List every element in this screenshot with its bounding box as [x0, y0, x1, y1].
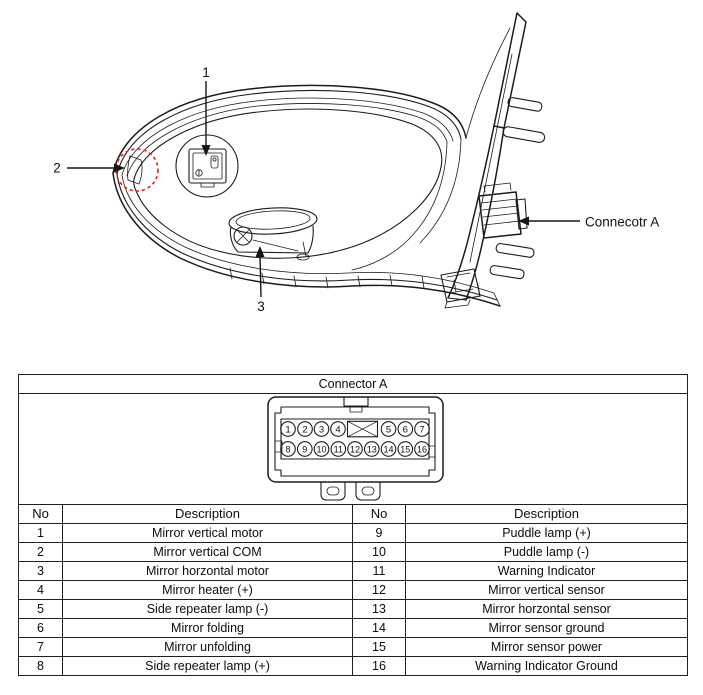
mount-bracket-drawing	[441, 13, 545, 308]
connector-pin-table	[18, 374, 688, 676]
pin-description-cell: Mirror horzontal sensor	[406, 600, 688, 619]
pin-description-cell: Mirror heater (+)	[63, 581, 353, 600]
pin-row	[19, 657, 688, 676]
pin-number-cell: 7	[19, 638, 63, 657]
callout-2-label: 2	[53, 160, 61, 176]
pin-number: 7	[419, 424, 425, 436]
pin-row	[19, 600, 688, 619]
pin-description-cell: Mirror sensor power	[406, 638, 688, 657]
pin-description-cell: Mirror folding	[63, 619, 353, 638]
pin-description-cell: Mirror vertical sensor	[406, 581, 688, 600]
col-header-no: No	[353, 505, 406, 524]
pin-number-cell: 2	[19, 543, 63, 562]
callout-3-arrow	[260, 255, 261, 297]
pin-description-cell: Warning Indicator Ground	[406, 657, 688, 676]
pin-number: 9	[302, 444, 308, 455]
pin-description-cell: Side repeater lamp (+)	[63, 657, 353, 676]
pinout-top-row	[281, 422, 430, 437]
pin-number-cell: 14	[353, 619, 406, 638]
pinout-bottom-row	[281, 442, 430, 457]
pin-number: 8	[285, 444, 291, 455]
pin-number: 4	[335, 424, 341, 436]
pin-number: 3	[318, 424, 325, 436]
mirror-housing-drawing	[113, 85, 500, 306]
callout-3-label: 3	[257, 299, 265, 314]
pin-number-cell: 10	[353, 543, 406, 562]
col-header-no: No	[19, 505, 63, 524]
mirror-actuator-drawing	[176, 135, 238, 197]
pin-description-cell: Mirror vertical motor	[63, 524, 353, 543]
pin-number-cell: 6	[19, 619, 63, 638]
pin-row	[19, 619, 688, 638]
pin-number: 13	[366, 444, 377, 455]
pin-description-cell: Side repeater lamp (-)	[63, 600, 353, 619]
pin-row	[19, 581, 688, 600]
pin-number: 5	[385, 424, 392, 436]
pin-description-cell: Mirror unfolding	[63, 638, 353, 657]
pin-row	[19, 543, 688, 562]
table-title: Connector A	[19, 375, 688, 394]
pin-number: 16	[416, 444, 428, 455]
pin-description-cell: Mirror sensor ground	[406, 619, 688, 638]
pin-number-cell: 9	[353, 524, 406, 543]
connector-a-drawing	[479, 183, 527, 238]
pin-row	[19, 638, 688, 657]
table-header-row	[19, 505, 688, 524]
pin-description-cell: Mirror vertical COM	[63, 543, 353, 562]
pin-row	[19, 524, 688, 543]
pin-description-cell: Mirror horzontal motor	[63, 562, 353, 581]
pin-number-cell: 12	[353, 581, 406, 600]
pin-number-cell: 1	[19, 524, 63, 543]
pin-number-cell: 16	[353, 657, 406, 676]
callout-1-label: 1	[202, 65, 210, 80]
pin-number-cell: 11	[353, 562, 406, 581]
pin-number: 14	[383, 444, 394, 455]
pin-number: 11	[333, 444, 343, 455]
callout-3-arrowhead-icon	[256, 246, 265, 257]
callout-1-arrowhead-icon	[202, 145, 211, 156]
pin-description-cell: Warning Indicator	[406, 562, 688, 581]
puddle-lamp-drawing	[228, 206, 317, 260]
connector-pinout-drawing	[19, 394, 686, 504]
pin-number-cell: 5	[19, 600, 63, 619]
pin-number-cell: 13	[353, 600, 406, 619]
pin-number: 2	[302, 424, 308, 436]
pin-description-cell: Puddle lamp (+)	[406, 524, 688, 543]
pin-row	[19, 562, 688, 581]
col-header-description: Description	[406, 505, 688, 524]
connector-a-pointer-label: Connecotr A	[585, 214, 660, 230]
pin-number-cell: 4	[19, 581, 63, 600]
pin-number: 10	[316, 444, 327, 455]
pin-number-cell: 8	[19, 657, 63, 676]
pin-number-cell: 15	[353, 638, 406, 657]
col-header-description: Description	[63, 505, 353, 524]
connector-pinout-cell	[19, 394, 688, 505]
pin-description-cell: Puddle lamp (-)	[406, 543, 688, 562]
pin-number: 1	[285, 424, 291, 436]
pin-number: 15	[400, 444, 411, 455]
pin-number: 6	[402, 424, 408, 436]
pin-number-cell: 3	[19, 562, 63, 581]
pin-number: 12	[349, 444, 361, 455]
